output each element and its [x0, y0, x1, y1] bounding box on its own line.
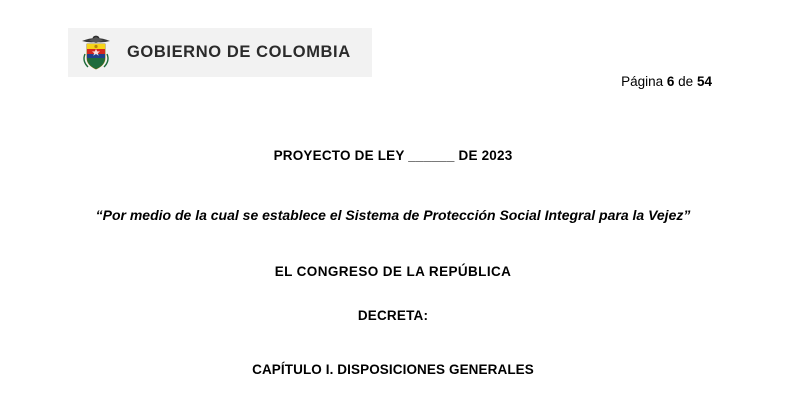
- page-label-mid: de: [678, 74, 694, 89]
- page-label-prefix: Página: [621, 74, 664, 89]
- government-header-banner: [68, 28, 372, 77]
- government-label: GOBIERNO DE COLOMBIA: [127, 43, 351, 61]
- bill-subtitle: “Por medio de la cual se establece el Sistema de Protección Social Integral para la Vejez”: [95, 207, 691, 223]
- bill-title: PROYECTO DE LEY ______ DE 2023: [273, 148, 513, 163]
- page-number-indicator: [621, 74, 712, 89]
- congress-heading: EL CONGRESO DE LA REPÚBLICA: [274, 264, 512, 279]
- page-current-number: 6: [666, 74, 675, 89]
- page-total-number: 54: [696, 74, 712, 89]
- decreta-heading: DECRETA:: [357, 308, 429, 323]
- colombia-coat-of-arms-icon: [79, 34, 113, 72]
- chapter-heading: CAPÍTULO I. DISPOSICIONES GENERALES: [252, 362, 534, 377]
